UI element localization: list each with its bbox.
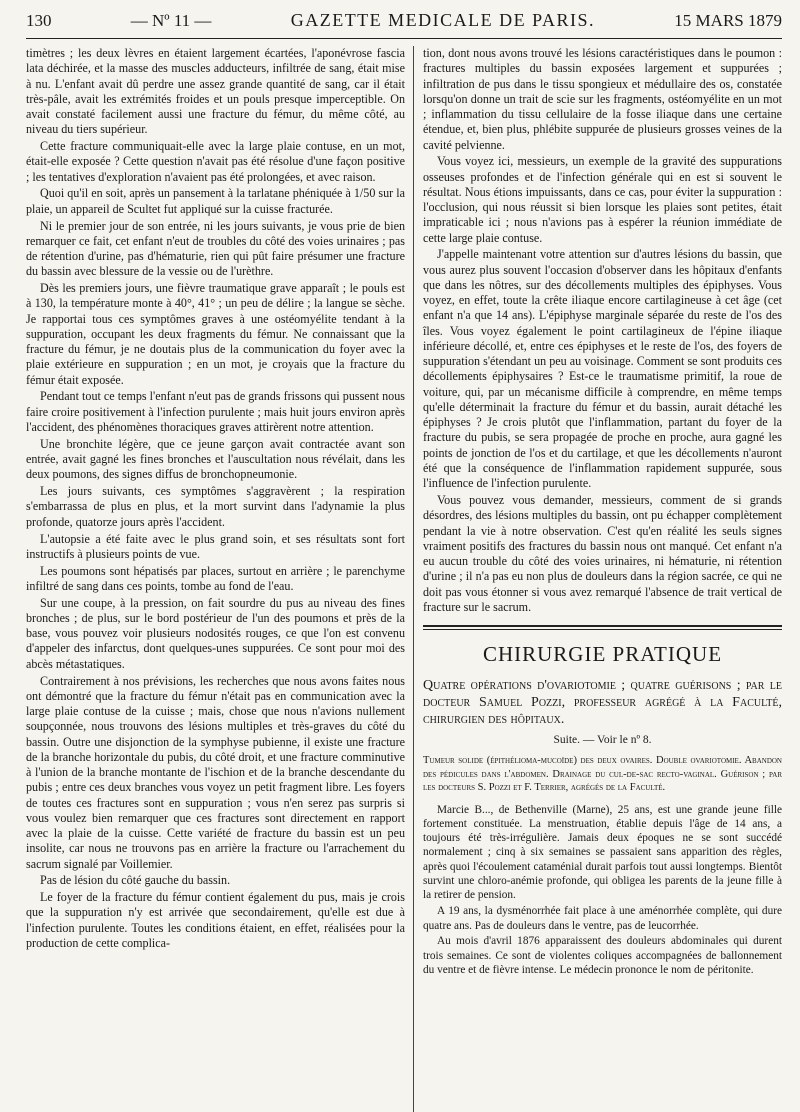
- paragraph: Marcie B..., de Bethenville (Marne), 25 ans, est une grande jeune fille fortement constituée. La menstruation, établie depuis l'âge de 14 ans, a toujours été très-irrégulière. Jamais deux époques ne se sont succédé normalement ; cinq à six semaines se passaient sans apparition des règles, après quoi l'écoulement cataménial durait parfois tout aussi longtemps. Bientôt survint une chloro-anémie profonde, qui obligea les parents de la jeune fille à la retirer de pension.: [423, 803, 782, 902]
- section-heading: CHIRURGIE PRATIQUE: [482, 642, 723, 667]
- right-column: [414, 46, 782, 1112]
- paragraph: Ni le premier jour de son entrée, ni les jours suivants, je vous prie de bien remarquer ce fait, cet enfant n'eut de troubles du côté des voies urinaires ; pas de rétention d'urine, pas d'hématurie, rien qui pût faire présumer une fracture du bassin avec blessure de la vessie ou de l'urèthre.: [26, 218, 405, 279]
- paragraph: timètres ; les deux lèvres en étaient largement écartées, l'aponévrose fascia lata déchirée, et la masse des muscles adducteurs, infiltrée de sang, était mise à nu. L'enfant avait dû perdre une assez grande quantité de sang, car il était très-pâle, avait les extrémités froides et un pouls presque imperceptible. On avait constaté facilement aussi une fracture du fémur, du même côté, au niveau du tiers supérieur.: [26, 46, 405, 137]
- paragraph: Vous voyez ici, messieurs, un exemple de la gravité des suppurations osseuses profondes et de l'infection générale qui en est si souvent le résultat. Nous étions impuissants, dans ce cas, pour éviter la suppuration : l'occlusion, qui nous réussit si bien lorsque les plaies sont petites, était impraticable ici ; nous n'avions pas à espérer la réunion immédiate de cette large plaie contuse.: [423, 154, 782, 245]
- issue-number: — Nº 11 —: [130, 11, 212, 30]
- paragraph: J'appelle maintenant votre attention sur d'autres lésions du bassin, que vous aurez plus souvent l'occasion d'observer dans les hôpitaux d'enfants que dans les nôtres, sur des décollements multiples des épiphyses. Vous voyez, en effet, toute la crête iliaque encore cartilagineuse à cet âge (cet enfant n'a que 14 ans). L'épiphyse marginale séparée du reste de l'os des îles. Vous voyez également le point cartilagineux de l'épine iliaque inférieure décollé, et, entre ces épiphyses et le reste de l'os, des foyers de suppuration s'étendant un peu au voisinage. Comment se sont produits ces décollements épiphysaires ? Est-ce le traumatisme primitif, la roue de voiture, qui, par un mécanisme difficile à comprendre, en même temps qu'elle déterminait la fracture du fémur et du bassin, aurait détaché les épiphyses ? Je crois plutôt que l'inflammation, partant du foyer de la fracture du pubis, se sera propagée de proche en proche, aura gagné les points de jonction de l'os et du cartilage, et que les décollements n'auront été que la conséquence de l'inflammation rapidement suppurée, sous l'influence de l'infection purulente.: [423, 247, 782, 491]
- paragraph: Pas de lésion du côté gauche du bassin.: [40, 873, 231, 888]
- page-header: [26, 10, 782, 39]
- paragraph: Au mois d'avril 1876 apparaissent des douleurs abdominales qui durent trois semaines. Ce sont de violentes coliques accompagnées de ballonnement du ventre et de fièvre intense. Le médecin prononce le nom de péritonite.: [423, 935, 782, 976]
- section-divider: [423, 625, 782, 630]
- paragraph: Contrairement à nos prévisions, les recherches que nous avons faites nous ont démontré que la fracture du fémur n'était pas en communication avec la large plaie contuse de la cuisse ; mais, chose que nous n'avions nullement soupçonnée, nous trouvons des lésions multiples et très-graves du côté du bassin. Outre une disjonction de la symphyse pubienne, il existe une fracture de la branche horizontale du pubis, du côté droit, et une fracture comminutive à l'union de la branche montante de l'ischion et de la branche descendante du pubis ; entre ces deux branches vous voyez un petit fragment libre. Les foyers de toutes ces fractures sont en suppuration ; vous n'en serez pas surpris si vous voulez bien remarquer que ces fractures sont directement en rapport avec la plaie de la cuisse. Cette variété de fracture du bassin est un peu insolite, car nous ne trouvons pas en arrière la fracture ou l'arrachement du sacrum signalé par Voillemier.: [26, 673, 405, 871]
- paragraph: Les poumons sont hépatisés par places, surtout en arrière ; le parenchyme infiltré de sang dans ces points, tombe au fond de l'eau.: [26, 563, 405, 593]
- paragraph: Cette fracture communiquait-elle avec la large plaie contuse, en un mot, était-elle exposée ? Cette question n'avait pas été résolue d'une façon positive ; les tentatives d'exploration n'avaient pas été prolongées, et avec raison.: [26, 139, 405, 184]
- paragraph: Quoi qu'il en soit, après un pansement à la tarlatane phéniquée à 1/50 sur la plaie, un appareil de Scultet fut appliqué sur la cuisse fracturée.: [26, 186, 405, 216]
- article-subtitle: Quatre opérations d'ovariotomie ; quatre guérisons ; par le docteur Samuel Pozzi, professeur agrégé à la Faculté, chirurgien des hôpitaux.: [423, 678, 782, 728]
- paragraph: Une bronchite légère, que ce jeune garçon avait contractée avant son entrée, avait gagné les fines bronches et l'auscultation nous révélait, dans les deux poumons, des signes diffus de bronchopneumonie.: [26, 436, 405, 482]
- left-column: [26, 46, 414, 1112]
- paragraph: Vous pouvez vous demander, messieurs, comment de si grands désordres, des lésions multiples du bassin, ont pu échapper complètement pendant la vie à notre observation. C'est qu'en réalité les seuls signes vraiment positifs des fractures du bassin nous ont manqué. Cet enfant n'a eu aucun trouble du côté des voies urinaires, ni hématurie, ni rétention d'urine ; il n'a pas eu non plus de douleurs dans la région sacrée, ce qui ne doit pas vous étonner si vous avez remarqué l'absence de trait vertical de fracture sur le sacrum.: [423, 493, 782, 614]
- continuation-note: Suite. — Voir le nº 8.: [553, 734, 652, 747]
- paragraph: Sur une coupe, à la pression, on fait sourdre du pus au niveau des fines bronches ; de plus, sur le bord postérieur de l'un des poumons et près de la base, vous pouvez voir plusieurs nodosités rouges, ce que l'on est convenu d'appeler des infarctus, dont quelques-unes suppurées. Ce sont pour moi des abcès métastatiques.: [26, 595, 405, 671]
- paragraph: Dès les premiers jours, une fièvre traumatique grave apparaît ; le pouls est à 130, la température monte à 40°, 41° ; un peu de délire ; la langue se sèche. Je rapportai tous ces symptômes graves à une ostéomyélite tendant à la suppuration, occupant les deux fragments du fémur. Ne connaissant que la fracture du fémur, je ne doutais plus de la communication du foyer avec la plaie extérieure en suppuration ; en un mot, je croyais que la fracture du fémur était exposée.: [26, 281, 405, 387]
- paragraph: A 19 ans, la dysménorrhée fait place à une aménorrhée complète, qui dure quatre ans. Pas de douleurs dans le ventre, pas de leucorrhée.: [423, 905, 782, 932]
- paragraph: L'autopsie a été faite avec le plus grand soin, et ses résultats sont fort instructifs à plusieurs points de vue.: [26, 531, 405, 561]
- case-text: [423, 803, 782, 978]
- paragraph: Les jours suivants, ces symptômes s'aggravèrent ; la respiration s'embarrassa de plus en plus, et la mort survint dans l'adynamie la plus profonde, quatorze jours après l'accident.: [26, 484, 405, 529]
- columns: [26, 46, 782, 1112]
- paragraph: Le foyer de la fracture du fémur contient également du pus, mais je crois que la suppuration n'y est arrivée que secondairement, qu'elle est due à l'infection purulente. Toutes les conditions étaient, en effet, réalisées pour la production de cette complica-: [26, 890, 405, 950]
- issue-date: 15 MARS 1879: [674, 11, 782, 30]
- paragraph: Pendant tout ce temps l'enfant n'eut pas de grands frissons qui pussent nous faire croire positivement à l'infection purulente ; mais huit jours environ après l'accident, des phénomènes thoraciques graves attirèrent notre attention.: [26, 389, 405, 434]
- page-number: 130: [26, 11, 52, 30]
- case-summary: Tumeur solide (épithélioma-mucoïde) des deux ovaires. Double ovariotomie. Abandon des pédicules dans l'abdomen. Drainage du cul-de-sac recto-vaginal. Guérison ; par les docteurs S. Pozzi et F. Terrier, agrégés de la Faculté.: [423, 755, 782, 794]
- journal-title: GAZETTE MEDICALE DE PARIS.: [290, 10, 596, 30]
- paragraph: tion, dont nous avons trouvé les lésions caractéristiques dans le poumon : fractures multiples du bassin exposées largement et suppurées ; infiltration de pus dans le tissu spongieux et médullaire des os, constatée lorsqu'on donne un trait de scie sur les fragments, ostéomyélite en un mot ; inflammation du tissu cellulaire de la fosse iliaque dans une certaine étendue, et, bien plus, phlébite suppurée de plusieurs grosses veines de la cavité pelvienne.: [423, 46, 782, 152]
